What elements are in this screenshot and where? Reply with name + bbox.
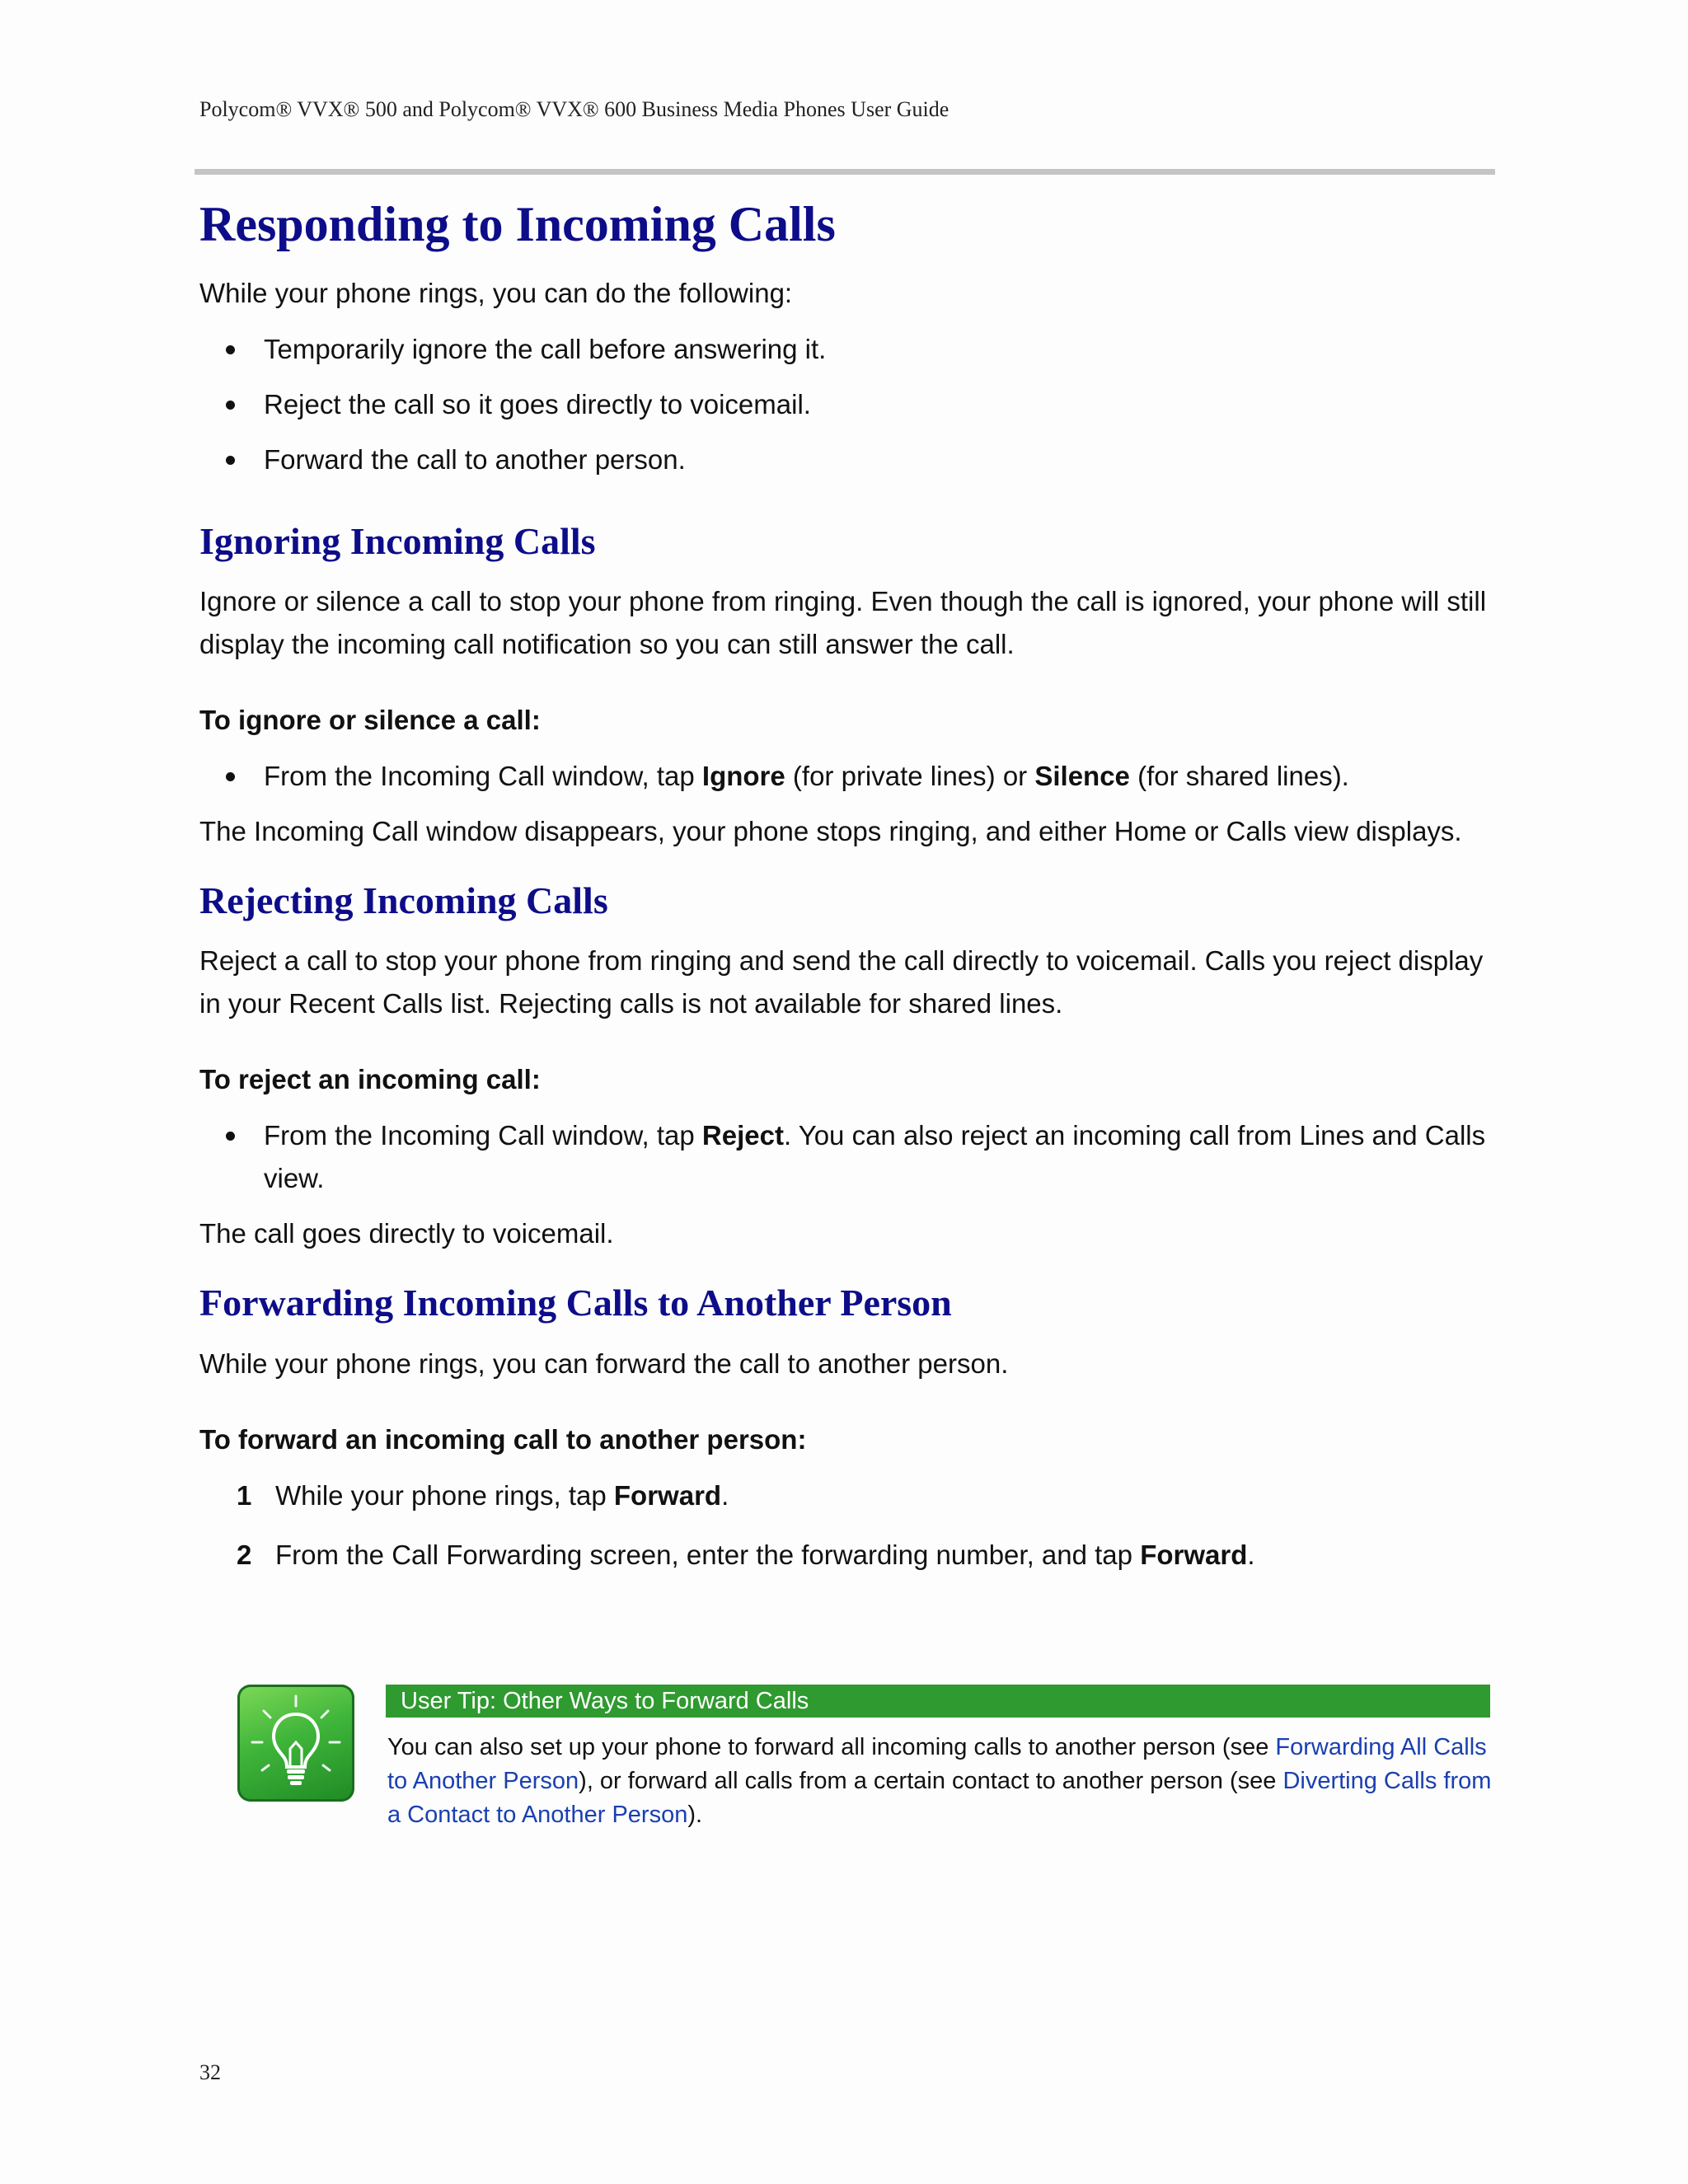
section-heading-rejecting: Rejecting Incoming Calls xyxy=(199,879,608,922)
rejecting-result: The call goes directly to voicemail. xyxy=(199,1218,614,1249)
procedure-title-forward: To forward an incoming call to another person: xyxy=(199,1423,807,1455)
ignoring-result: The Incoming Call window disappears, your phone stops ringing, and either Home or Calls view displays. xyxy=(199,816,1462,847)
step-item: 2 From the Call Forwarding screen, enter the forwarding number, and tap Forward. xyxy=(199,1534,1502,1577)
link-diverting-calls[interactable]: Diverting Calls from a Contact to Another Person xyxy=(387,1768,1492,1828)
header-rule xyxy=(195,169,1495,175)
rejecting-body: Reject a call to stop your phone from ringing and send the call directly to voicemail. Calls you reject display in your Recent Calls list. Rejecting calls is not available for shared lines. xyxy=(199,945,1484,1019)
procedure-title-reject: To reject an incoming call: xyxy=(199,1064,541,1095)
options-list xyxy=(199,328,1502,481)
forward-key-label: Forward xyxy=(613,1479,722,1511)
forwarding-body: While your phone rings, you can forward the call to another person. xyxy=(199,1347,1009,1379)
list-item: From the Incoming Call window, tap Reject. You can also reject an incoming call from Lines and Calls view. xyxy=(199,1114,1502,1200)
ignore-key-label: Ignore xyxy=(701,761,785,792)
tip-body: You can also set up your phone to forward all incoming calls to another person (see Forwarding All Calls to Another Person), or forward all calls from a certain contact to another person (see Diverting Calls from a Contact to Another Person). xyxy=(387,1734,1492,1828)
ignoring-body: Ignore or silence a call to stop your phone from ringing. Even though the call is ignored, your phone will still display the incoming call notification so you can still answer the call. xyxy=(199,586,1487,660)
reject-key-label: Reject xyxy=(701,1120,784,1151)
lightbulb-icon xyxy=(237,1685,354,1802)
page-title: Responding to Incoming Calls xyxy=(199,197,836,251)
step-number: 2 xyxy=(237,1539,252,1570)
ignore-steps xyxy=(199,755,1502,798)
forward-key-label: Forward xyxy=(1140,1539,1248,1570)
intro-paragraph: While your phone rings, you can do the following: xyxy=(199,278,793,308)
section-heading-forwarding: Forwarding Incoming Calls to Another Person xyxy=(199,1282,952,1324)
tip-title-bar: User Tip: Other Ways to Forward Calls xyxy=(386,1685,1490,1718)
step-item: 1 While your phone rings, tap Forward. xyxy=(199,1474,1502,1517)
step-number: 1 xyxy=(237,1479,252,1511)
link-forwarding-all-calls[interactable]: Forwarding All Calls to Another Person xyxy=(387,1734,1487,1794)
list-item: Forward the call to another person. xyxy=(199,438,1502,481)
list-item: From the Incoming Call window, tap Ignore (for private lines) or Silence (for shared lines). xyxy=(199,755,1502,798)
procedure-title-ignore: To ignore or silence a call: xyxy=(199,705,541,736)
silence-key-label: Silence xyxy=(1034,761,1130,792)
forward-steps xyxy=(199,1474,1502,1577)
reject-steps xyxy=(199,1114,1502,1200)
user-tip-box xyxy=(237,1685,1490,1833)
list-item: Temporarily ignore the call before answering it. xyxy=(199,328,1502,371)
page-number: 32 xyxy=(199,2060,221,2084)
main-content xyxy=(199,194,1502,1593)
running-header: Polycom® VVX® 500 and Polycom® VVX® 600 Business Media Phones User Guide xyxy=(199,97,950,121)
list-item: Reject the call so it goes directly to voicemail. xyxy=(199,383,1502,426)
section-heading-ignoring: Ignoring Incoming Calls xyxy=(199,520,596,562)
